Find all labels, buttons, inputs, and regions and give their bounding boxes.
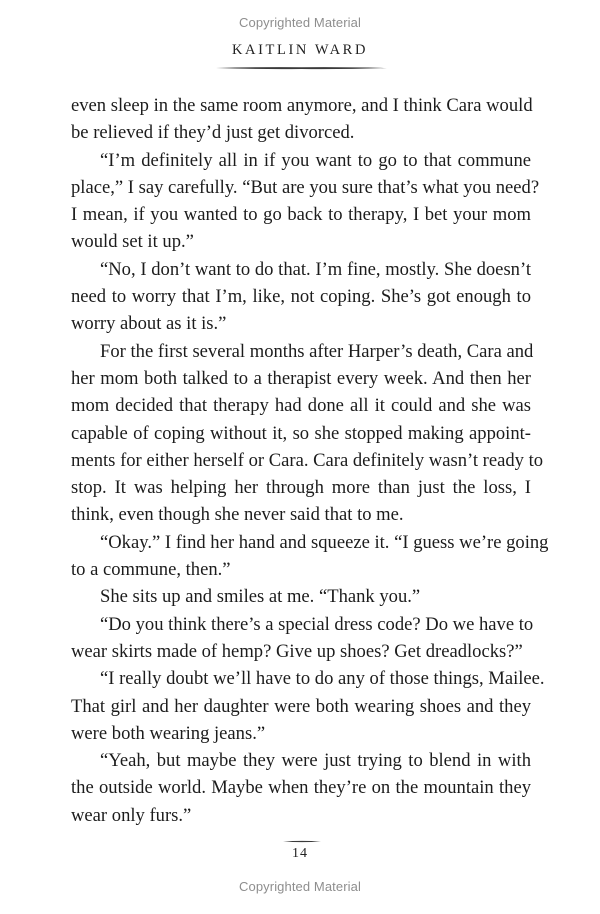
text-line: For the first several months after Harper’s death, Cara and [100,340,534,362]
text-line: mom decided that therapy had done all it could and she was [71,395,531,417]
footer-ornament-rule [283,840,321,843]
running-head-author: KAITLIN WARD [231,42,369,58]
text-line: even sleep in the same room anymore, and I think Cara would [71,95,533,116]
text-line: need to worry that I’m, like, not coping. She’s got enough to [71,286,531,308]
header-ornament-rule [216,66,387,70]
text-line: were both wearing jeans.” [71,722,266,744]
text-line: her mom both talked to a therapist every week. And then her [71,367,531,389]
text-line: place,” I say carefully. “But are you sure that’s what you need? [71,176,540,198]
text-line: “Okay.” I find her hand and squeeze it. “I guess we’re going [100,531,549,553]
page-body-text [71,92,549,829]
text-line: I mean, if you wanted to go back to therapy, I bet your mom [71,204,531,226]
text-line: worry about as it is.” [71,313,227,335]
text-line: That girl and her daughter were both wearing shoes and they [71,695,531,717]
text-line: wear skirts made of hemp? Give up shoes? Get dreadlocks?” [71,640,523,662]
text-line: the outside world. Maybe when they’re on the mountain they [71,777,531,799]
text-line: stop. It was helping her through more than just the loss, I [71,477,531,499]
copyright-watermark-top: Copyrighted Material [239,15,361,30]
copyright-watermark-bottom: Copyrighted Material [239,879,361,894]
text-line: “I’m definitely all in if you want to go to that commune [100,149,531,171]
page-number: 14 [292,846,308,861]
text-line: think, even though she never said that to me. [71,504,404,526]
text-line: wear only furs.” [71,804,192,826]
text-line: “I really doubt we’ll have to do any of those things, Mailee. [100,668,545,690]
text-line: ments for either herself or Cara. Cara definitely wasn’t ready to [71,449,544,471]
text-line: “No, I don’t want to do that. I’m fine, mostly. She doesn’t [100,258,531,280]
text-line: be relieved if they’d just get divorced. [71,122,355,144]
text-line: “Yeah, but maybe they were just trying to blend in with [100,750,531,772]
text-line: would set it up.” [71,231,194,253]
text-line: capable of coping without it, so she stopped making appoint- [71,422,531,444]
text-line: “Do you think there’s a special dress code? Do we have to [100,613,534,635]
text-line: to a commune, then.” [71,559,231,581]
text-line: She sits up and smiles at me. “Thank you.” [100,586,421,608]
